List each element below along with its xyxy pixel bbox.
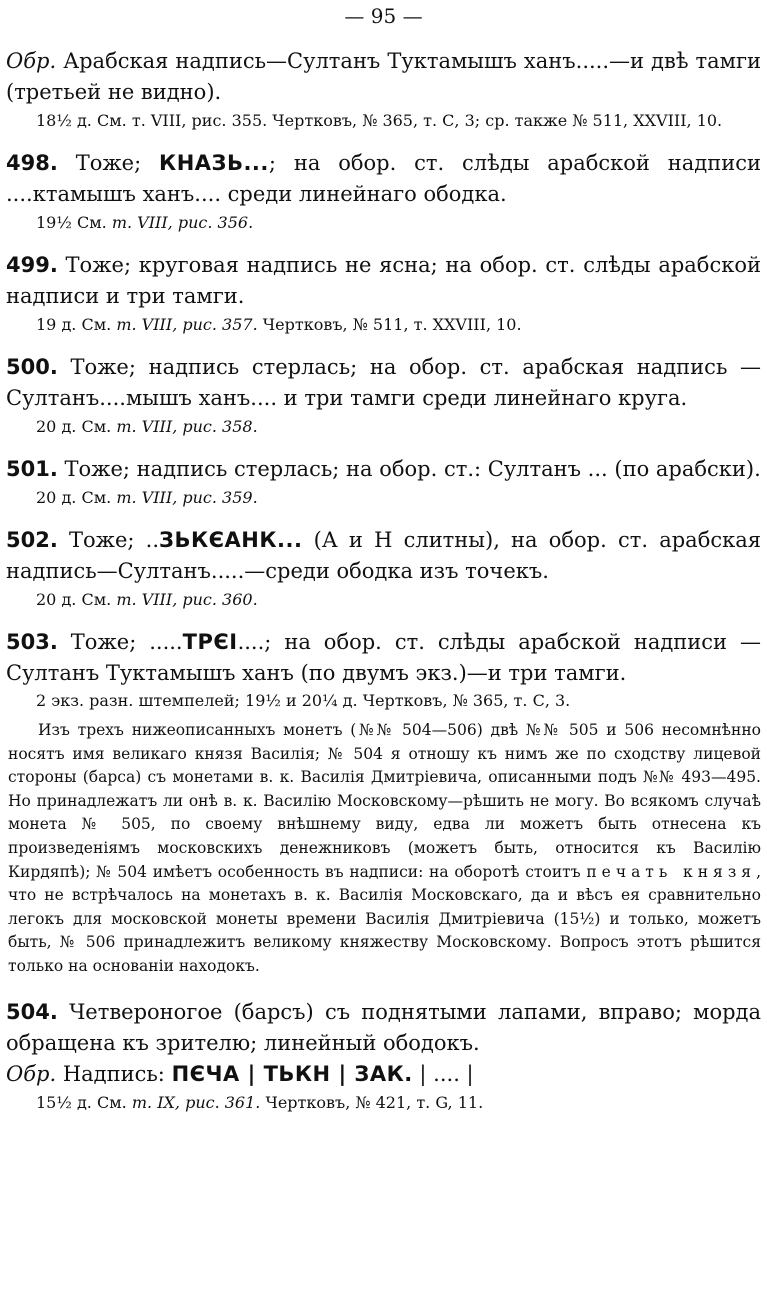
ref-plate: т. VIII, рис. 357. (116, 315, 258, 334)
entry-number: 503. (6, 630, 58, 654)
entry-text-pre: Тоже; надпись стерлась; на обор. ст. арабская надпись — Султанъ....мышъ ханъ.... и три тамги среди линейнаго круга. (6, 355, 761, 410)
ref-size: 20 д. См. (36, 417, 117, 436)
ref-size: 20 д. См. (36, 590, 117, 609)
entry-text-pre: Тоже; ..... (70, 630, 183, 654)
entry-504-text (6, 997, 761, 1059)
inscription-tail: | .... | (412, 1061, 474, 1086)
entry-499-ref (6, 312, 761, 338)
entry-text-post: (А и Н слитны), на обор. ст. арабская надпись—Султанъ.....—среди ободка изъ точекъ. (6, 528, 761, 583)
entry-500-ref (6, 414, 761, 440)
entry-503 (6, 627, 761, 713)
entry-text-pre: Четвероногое (барсъ) съ поднятыми лапами, вправо; морда обращена къ зрителю; линейный ободокъ. (6, 999, 761, 1055)
entry-503-text (6, 627, 761, 689)
entry-504-ref (6, 1090, 761, 1116)
ref-size: 20 д. См. (36, 488, 117, 507)
ref-size: 19 д. См. (36, 315, 117, 334)
entry-top-ref: 18½ д. См. т. VIII, рис. 355. Чертковъ, № 365, т. С, 3; ср. также № 511, XXVIII, 10. (36, 111, 723, 130)
entry-text-post: ; на обор. ст. слѣды арабской надписи ....ктамышъ ханъ.... среди линейнаго ободка. (6, 151, 761, 206)
note-text-1: Изъ трехъ нижеописанныхъ монетъ (№№ 504—506) двѣ №№ 505 и 506 несомнѣнно носятъ имя великаго князя Василія; № 504 я отношу къ нимъ же по сходству лицевой стороны (барса) съ монетами в. к. Василія Дмитріевича, описанными подъ №№ 493—495. Но принадлежатъ ли онѣ в. к. Василію Московскому—рѣшить не могу. Во всякомъ случаѣ монета № 505, по своему внѣшнему виду, едва ли можетъ быть отнесена къ произведеніямъ московскихъ денежниковъ (можетъ быть, относится къ Василію Кирдяпѣ); № 504 имѣетъ особенность въ надписи: на оборотѣ стоитъ (8, 721, 761, 881)
entry-499 (6, 250, 761, 338)
entry-text-pre: Тоже; .. (69, 528, 160, 552)
ref-size: 19½ См. (36, 213, 112, 232)
entry-text-post: ....; на обор. ст. слѣды арабской надписи — Султанъ Туктамышъ ханъ (по двумъ экз.)—и три тамги. (6, 630, 761, 685)
entry-502-ref (6, 587, 761, 613)
entry-number: 500. (6, 355, 58, 379)
entry-500 (6, 352, 761, 440)
entry-498 (6, 148, 761, 236)
entry-498-ref (6, 210, 761, 236)
ref-chertkov: Чертковъ, № 511, т. XXVIII, 10. (257, 315, 522, 334)
entry-top-text (6, 46, 761, 108)
ref-plate: т. VIII, рис. 360. (116, 590, 258, 609)
inscription-label: Надпись: (62, 1061, 165, 1086)
entry-number: 499. (6, 253, 58, 277)
entry-500-text (6, 352, 761, 414)
note-spaced-text: печать князя (586, 862, 757, 881)
ref-plate: т. VIII, рис. 358. (116, 417, 258, 436)
entry-502-text (6, 525, 761, 587)
ref-plate: т. VIII, рис. 359. (116, 488, 258, 507)
inscription: ЗЬКЄАНК... (159, 528, 303, 552)
entry-text-pre: Тоже; (75, 151, 142, 175)
entry-501 (6, 454, 761, 511)
entry-498-text (6, 148, 761, 210)
obverse-label: Обр. (6, 49, 57, 73)
note-text-2: , что не встрѣчалось на монетахъ в. к. Василія Московскаго, да и вѣсъ ея сравнительно легокъ для московской монеты времени Василія Дмитріевича (15½) и только, можетъ быть, № 506 принадлежитъ великому княжеству Московскому. Вопросъ этотъ рѣшится только на основаніи находокъ. (8, 862, 762, 975)
entry-text-pre: Тоже; надпись стерлась; на обор. ст.: Султанъ ... (по арабски). (64, 457, 761, 481)
inscription: ТРЄІ (182, 630, 238, 654)
ref-chertkov: Чертковъ, № 421, т. G, 11. (260, 1092, 484, 1112)
entry-501-text (6, 454, 761, 485)
entry-499-text (6, 250, 761, 312)
entry-number: 501. (6, 457, 58, 481)
entry-502 (6, 525, 761, 613)
commentary-note (6, 719, 761, 979)
ref-plate: т. VIII, рис. 356. (111, 213, 254, 232)
inscription: ПЄЧА | ТЬКН | ЗАК. (171, 1061, 413, 1086)
entry-501-ref (6, 485, 761, 511)
entry-504-obverse (6, 1059, 761, 1090)
entry-number: 502. (6, 528, 58, 552)
entry-top (6, 46, 761, 134)
page-number: — 95 — (344, 4, 423, 28)
ref-plate: т. IX, рис. 361. (131, 1092, 261, 1112)
entry-number: 504. (6, 999, 58, 1024)
entry-503-ref: 2 экз. разн. штемпелей; 19½ и 20¼ д. Чертковъ, № 365, т. С, 3. (36, 691, 571, 710)
entry-top-body: Арабская надпись—Султанъ Туктамышъ ханъ.....—и двѣ тамги (третьей не видно). (6, 49, 761, 104)
inscription: КНАЗЬ... (159, 151, 269, 175)
ref-size: 15½ д. См. (36, 1092, 132, 1112)
entry-text-pre: Тоже; круговая надпись не ясна; на обор. ст. слѣды арабской надписи и три тамги. (6, 253, 761, 308)
entry-number: 498. (6, 151, 58, 175)
entry-504 (6, 997, 761, 1116)
obverse-label: Обр. (6, 1061, 57, 1086)
